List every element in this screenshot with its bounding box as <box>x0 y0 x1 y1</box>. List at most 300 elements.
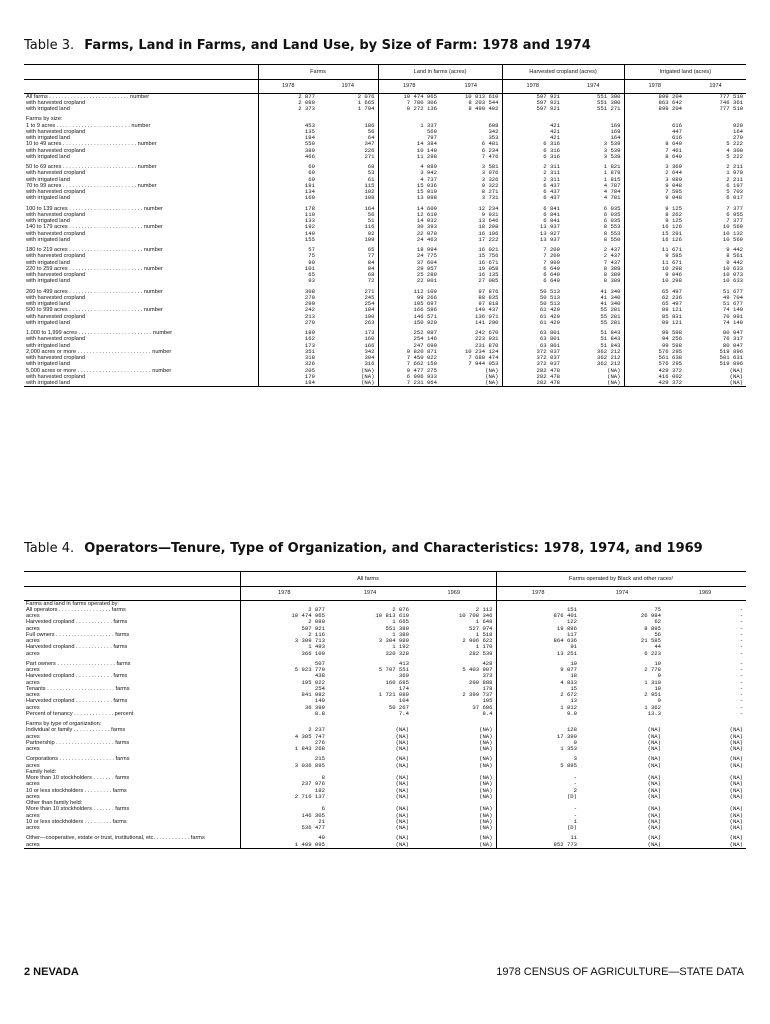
table-cell: 372 037 <box>502 349 563 355</box>
table-cell: 270 <box>258 295 318 301</box>
table-cell: (NA) <box>729 787 744 794</box>
table-cell: 44 <box>654 644 662 651</box>
row-label: acres <box>26 746 40 752</box>
table-cell: - <box>739 704 744 711</box>
row-label: with irrigated land <box>26 153 70 160</box>
table-cell: - <box>739 606 744 613</box>
table-cell: (NA) <box>647 787 662 794</box>
table-cell: 8 895 <box>644 625 662 632</box>
row-label: acres <box>26 781 40 788</box>
table-cell: 7 476 <box>481 153 499 160</box>
table-cell: - <box>739 698 744 705</box>
table-cell: 920 <box>732 122 744 129</box>
table-cell: 105 697 <box>378 301 440 307</box>
row-label: 1,000 to 1,999 acres . . . . . . . . . . . . . . . . . . . . . . . . number <box>26 330 173 336</box>
table-cell: 507 <box>240 661 328 667</box>
table-cell: 11 671 <box>624 260 685 266</box>
table-cell: 1 389 <box>392 631 409 638</box>
table-cell: 49 <box>240 835 328 841</box>
table-cell: 184 <box>364 307 375 314</box>
row-label: acres <box>26 613 40 619</box>
row-label: with irrigated land <box>26 236 70 243</box>
table-cell: 5 403 907 <box>462 667 493 673</box>
table-cell: 15 <box>496 686 580 692</box>
row-label: acres <box>26 733 40 740</box>
table-cell: 182 <box>240 788 328 794</box>
table-cell: 231 870 <box>475 342 499 349</box>
table-cell: (NA) <box>647 781 662 788</box>
table-cell: 160 685 <box>385 679 409 686</box>
row-label: Tenants . . . . . . . . . . . . . . . . . . . . . . farms <box>26 685 130 692</box>
row-label: Farms by type of organization: <box>26 721 102 727</box>
row-label: with harvested cropland <box>26 211 86 218</box>
table-cell: 109 <box>364 236 375 243</box>
table-cell: 1 648 <box>475 619 493 626</box>
table-cell: 10 708 346 <box>458 613 493 619</box>
row-label: Full owners . . . . . . . . . . . . . . . . . . . farms <box>26 631 130 638</box>
table-cell: (NA) <box>729 781 744 788</box>
table-cell: (NA) <box>647 818 662 825</box>
table-cell: (NA) <box>395 733 409 740</box>
table-cell: 428 <box>482 660 493 667</box>
table-cell: 608 <box>488 122 499 129</box>
row-label: Harvested cropland . . . . . . . . . . . . farms <box>26 698 128 705</box>
table-cell: 6 <box>240 806 328 812</box>
row-label: All operators . . . . . . . . . . . . . . . . . farms <box>26 606 126 613</box>
table3-group-header: Farms <box>258 65 378 80</box>
table-cell: (NA) <box>729 746 744 752</box>
row-label: with harvested cropland <box>26 99 86 106</box>
table4-stub-subheader <box>24 587 240 600</box>
table-cell: 6 316 <box>502 148 563 154</box>
row-label: 10 or less stockholders . . . . . . . . . farms <box>26 787 127 794</box>
row-label: 220 to 259 acres . . . . . . . . . . . . . . . . . . . . . . . . number <box>26 265 163 272</box>
table-cell: 2 644 <box>624 170 685 176</box>
row-label: 10 to 49 acres . . . . . . . . . . . . . . . . . . . . . . . . number <box>26 141 157 148</box>
table-cell: 9 077 <box>496 667 580 673</box>
table-cell: 11 671 <box>624 247 685 253</box>
row-label: with irrigated land <box>26 135 70 141</box>
table-cell: 282 539 <box>469 650 493 657</box>
table-cell: 6 316 <box>502 154 563 160</box>
table-cell: (NA) <box>479 746 493 752</box>
table-cell: 99 598 <box>624 343 685 349</box>
table-cell <box>664 600 746 607</box>
table-cell: 6 841 <box>502 218 563 224</box>
table-cell: 8 550 <box>603 236 621 243</box>
table-cell: 8 262 <box>624 212 685 218</box>
table-cell: 2 311 <box>502 177 563 183</box>
table-cell: 6 955 <box>726 211 744 218</box>
table-cell: 12 619 <box>378 212 440 218</box>
table-cell: 84 <box>367 259 375 266</box>
table-cell: 2 311 <box>502 170 563 176</box>
table3-stub-subheader <box>24 80 258 93</box>
table-cell: 64 <box>367 135 375 141</box>
table-cell: 21 585 <box>640 638 662 644</box>
table-cell: 51 843 <box>600 336 621 343</box>
table-cell: 6 234 <box>481 147 499 154</box>
table-cell: 4 781 <box>603 195 621 202</box>
table-cell: (NA) <box>647 756 662 763</box>
table-cell: (NA) <box>647 793 662 800</box>
table-cell: (NA) <box>729 825 744 831</box>
table-cell: 68 <box>367 164 375 170</box>
row-label: acres <box>26 638 40 644</box>
table-cell: 254 <box>240 686 328 692</box>
table-cell: 8 553 <box>603 230 621 237</box>
table-cell: 2 951 <box>644 692 662 698</box>
row-label: acres <box>26 692 40 698</box>
table-cell: 2 437 <box>603 253 621 260</box>
table-row <box>24 600 746 607</box>
table-cell: 134 <box>258 189 318 195</box>
table3-year-header: 1974 <box>685 80 746 93</box>
table-cell: (NA) <box>647 775 662 781</box>
table-cell: 7 662 150 <box>378 361 440 367</box>
table3-year-header: 1978 <box>502 80 563 93</box>
table-cell: 26 984 <box>640 613 662 619</box>
table-cell: 9 477 275 <box>378 368 440 374</box>
table-cell: 41 340 <box>600 288 621 295</box>
table-cell: 421 <box>502 135 563 141</box>
table3-stub-header <box>24 65 258 80</box>
table-cell: 16 106 <box>478 230 499 237</box>
table-cell: (NA) <box>647 727 662 734</box>
table-cell: 18 994 <box>378 247 440 253</box>
table-cell: 1 812 <box>496 705 580 711</box>
table-cell: 205 <box>258 368 318 374</box>
table-cell: 282 478 <box>502 368 563 374</box>
table-cell: 72 <box>367 278 375 285</box>
table-cell: 50 513 <box>502 295 563 301</box>
table-cell: (NA) <box>729 373 744 380</box>
table-cell: 373 <box>482 673 493 680</box>
table-cell: 3 539 <box>603 141 621 148</box>
table-cell: 8 203 544 <box>468 99 499 106</box>
table-cell: 4 089 <box>378 164 440 170</box>
table-cell: (NA) <box>328 842 412 849</box>
table-cell: 10 073 <box>722 272 744 278</box>
table-cell: (NA) <box>479 733 493 740</box>
table-cell: 74 140 <box>722 307 744 314</box>
table-cell: 8 271 <box>481 189 499 195</box>
table-cell: 51 843 <box>600 342 621 349</box>
table-cell: 7 231 064 <box>378 380 440 387</box>
row-label: 500 to 999 acres . . . . . . . . . . . . . . . . . . . . . . . . number <box>26 307 163 314</box>
table-cell: 135 <box>258 129 318 135</box>
table-cell: 13 251 <box>496 651 580 657</box>
table-cell: 19 <box>496 661 580 667</box>
table-cell: 50 513 <box>502 289 563 295</box>
table-cell: 308 <box>258 289 318 295</box>
table-cell: 5 222 <box>726 141 744 148</box>
table-cell: 92 <box>367 230 375 237</box>
table-cell: (NA) <box>647 733 662 740</box>
table-cell: 2 311 <box>502 164 563 170</box>
table-cell: 7 437 <box>603 259 621 266</box>
table-cell: 56 <box>654 631 662 638</box>
table-cell: 63 801 <box>502 336 563 342</box>
row-label: Harvested cropland . . . . . . . . . . . . farms <box>26 644 128 651</box>
table-cell: 8 389 <box>603 265 621 272</box>
table-cell: 16 671 <box>478 259 499 266</box>
footer-publication: 1978 CENSUS OF AGRICULTURE—STATE DATA <box>496 966 744 978</box>
table-cell: 101 <box>258 266 318 272</box>
table-cell: 65 497 <box>624 301 685 307</box>
table-cell: 318 <box>258 355 318 361</box>
table-cell: 576 295 <box>624 361 685 367</box>
table-cell: 9 585 <box>624 253 685 259</box>
table-cell: 74 140 <box>722 319 744 326</box>
table-cell: 53 <box>367 170 375 177</box>
table-cell: - <box>739 631 744 638</box>
table-cell: 80 047 <box>722 330 744 336</box>
table-cell: 29 957 <box>378 266 440 272</box>
table-cell: 169 <box>610 122 621 129</box>
table-row <box>24 842 746 849</box>
table-cell: 276 <box>240 740 328 746</box>
table-cell: 421 <box>502 123 563 129</box>
table3-year-header: 1978 <box>258 80 318 93</box>
table4-year-header: 1978 <box>240 587 328 600</box>
table-cell: (NA) <box>647 835 662 842</box>
table-cell: 247 699 <box>378 343 440 349</box>
row-label: with harvested cropland <box>26 253 86 260</box>
table-cell: 84 <box>367 265 375 272</box>
table-cell: 9 442 <box>726 259 744 266</box>
table-cell: - <box>739 710 744 717</box>
table-cell: 9 442 <box>726 247 744 253</box>
table3-group-header: Irrigated land (acres) <box>624 65 746 80</box>
table-cell: 1 665 <box>357 99 375 106</box>
table-cell: 166 586 <box>378 307 440 313</box>
table-cell: 551 380 <box>385 625 409 632</box>
table-cell: 1 665 <box>392 619 409 626</box>
table-cell: 362 212 <box>597 361 621 368</box>
table-cell: 8 640 <box>624 141 685 147</box>
table-cell: - <box>496 806 580 812</box>
table-row <box>24 93 746 100</box>
table-cell: 6 649 <box>502 266 563 272</box>
table-cell: (NA) <box>729 756 744 763</box>
table-cell: 304 <box>364 355 375 361</box>
table-cell: 162 <box>258 336 318 342</box>
row-label: with irrigated land <box>26 106 70 112</box>
table-cell: 186 <box>364 122 375 129</box>
table-cell: 15 291 <box>624 231 685 237</box>
table-cell: 21 <box>240 819 328 825</box>
table-cell: 597 921 <box>502 100 563 106</box>
row-label: acres <box>24 842 240 849</box>
table3 <box>24 64 746 387</box>
table4-year-header: 1974 <box>580 587 664 600</box>
table-cell: (NA) <box>395 806 409 813</box>
table-cell: (NA) <box>395 775 409 781</box>
table-cell: 16 126 <box>624 224 685 230</box>
table-cell: 56 <box>367 211 375 218</box>
table-cell: (NA) <box>485 373 499 380</box>
row-label: with irrigated land <box>26 319 70 326</box>
table-cell: 76 317 <box>722 336 744 343</box>
table-cell: 347 <box>364 141 375 148</box>
table-cell: 8 490 402 <box>468 106 499 112</box>
table-cell: 8 389 <box>603 278 621 285</box>
table-cell: 99 266 <box>378 295 440 301</box>
table-cell: (NA) <box>729 739 744 746</box>
table4-title <box>24 541 703 556</box>
table-cell: 7 377 <box>726 218 744 224</box>
table-cell: 17 222 <box>478 236 499 243</box>
table-cell: (NA) <box>647 806 662 813</box>
table-cell: (NA) <box>479 781 493 788</box>
table-cell: 19 896 <box>496 626 580 632</box>
table-cell: 19 058 <box>478 265 499 272</box>
table-cell: 99 598 <box>624 330 685 336</box>
row-label: 5,000 acres or more . . . . . . . . . . . . . . . . . . . . . . . . number <box>26 367 172 374</box>
table-cell: 18 298 <box>478 224 499 231</box>
table-cell: 169 <box>610 128 621 135</box>
table-cell: 105 <box>482 698 493 705</box>
table-cell: 6 316 <box>502 141 563 147</box>
table-cell: 215 <box>240 756 328 762</box>
table-cell: 17 399 <box>496 734 580 740</box>
table-cell: 62 <box>654 619 662 626</box>
table-cell: 2 076 <box>357 93 375 100</box>
row-label: 140 to 179 acres . . . . . . . . . . . . . . . . . . . . . . . . number <box>26 224 163 231</box>
table-cell: 180 <box>258 330 318 336</box>
table-cell: 4 385 747 <box>240 734 328 740</box>
table-cell: 15 019 <box>378 189 440 195</box>
table-cell: (NA) <box>479 787 493 794</box>
row-label: acres <box>26 762 40 769</box>
table-cell: 1 815 <box>603 176 621 183</box>
table-cell: 25 289 <box>378 272 440 278</box>
table-cell: 7 461 <box>624 148 685 154</box>
table-cell: 863 642 <box>624 100 685 106</box>
footer-page-state: 2 NEVADA <box>24 966 79 978</box>
row-label: with irrigated land <box>26 259 70 266</box>
row-label: with harvested cropland <box>26 355 86 361</box>
table-cell: 160 <box>258 195 318 201</box>
row-label: 100 to 139 acres . . . . . . . . . . . . . . . . . . . . . . . . number <box>26 205 163 212</box>
table-cell: 200 888 <box>469 679 493 686</box>
row-label: 1 to 9 acres . . . . . . . . . . . . . . . . . . . . . . . . number <box>26 122 151 129</box>
table-cell: 69 <box>258 164 318 170</box>
table-cell: 777 510 <box>719 106 744 112</box>
table-cell: 22 001 <box>378 278 440 284</box>
table-cell: 16 126 <box>624 237 685 243</box>
table-cell: 6 197 <box>726 182 744 189</box>
table-cell: 10 132 <box>722 230 744 237</box>
table-cell: 104 <box>398 698 409 705</box>
table-cell: 10 474 965 <box>378 93 440 100</box>
table-cell: 242 670 <box>475 330 499 336</box>
table-cell: 10 633 <box>722 278 744 285</box>
table-cell: 6 437 <box>502 183 563 189</box>
table-cell: (NA) <box>318 380 378 387</box>
table-cell: 3 326 <box>481 176 499 183</box>
table-cell: 2 211 <box>726 164 744 170</box>
table-cell: 16 021 <box>478 247 499 253</box>
table-cell: 13 <box>496 698 580 704</box>
table-cell: 117 <box>496 632 580 638</box>
table-cell: 65 497 <box>624 289 685 295</box>
table-cell: 94 256 <box>624 336 685 342</box>
table-cell: 326 <box>258 361 318 367</box>
table-cell: 290 <box>258 301 318 307</box>
table-cell: 7 209 <box>502 247 563 253</box>
table-cell: 2 080 <box>240 619 328 625</box>
table-cell: 63 801 <box>502 343 563 349</box>
table-cell: 160 <box>364 336 375 343</box>
table-cell: 1 353 <box>496 746 580 752</box>
table-cell: 8 640 <box>624 154 685 160</box>
table-cell: 7 944 053 <box>468 361 499 368</box>
table-cell: 2 080 <box>258 100 318 106</box>
table-cell: (NA) <box>729 775 744 781</box>
table4-body <box>24 600 746 848</box>
table-cell: (D) <box>496 794 580 800</box>
table-cell: 9.9 <box>496 711 580 717</box>
table-cell: 55 281 <box>600 307 621 314</box>
table-cell: 3 369 <box>624 164 685 170</box>
table-cell: 316 <box>364 361 375 368</box>
table-cell: 6 437 <box>502 195 563 201</box>
table-cell: 8 <box>240 775 328 781</box>
table-cell: 1 493 <box>240 644 328 650</box>
row-label: with irrigated land <box>26 195 70 202</box>
table-cell: 1 721 089 <box>378 692 409 698</box>
table-cell: 91 <box>496 644 580 650</box>
table-cell: 1 <box>496 819 580 825</box>
row-label: More than 10 stockholders . . . . . . . farms <box>26 806 130 813</box>
table-cell: 2 116 <box>240 632 328 638</box>
table-cell: 2 373 <box>258 106 318 112</box>
table-cell: 7 377 <box>726 205 744 212</box>
table-cell: 9 <box>496 740 580 746</box>
table-cell: 10 569 <box>722 224 744 231</box>
table-cell: - <box>739 638 744 644</box>
table-cell: 13 098 <box>378 195 440 201</box>
table-cell: (NA) <box>729 793 744 800</box>
table-cell: 597 921 <box>502 106 563 112</box>
row-label: with irrigated land <box>26 176 70 183</box>
table-cell: 179 <box>258 374 318 380</box>
table-cell: 6 017 <box>726 195 744 202</box>
table-cell: 597 921 <box>240 626 328 632</box>
table-cell: 3 089 <box>624 177 685 183</box>
table-cell: (NA) <box>664 842 746 849</box>
row-label: acres <box>26 812 40 819</box>
table-cell: 5 222 <box>726 153 744 160</box>
table-cell: 899 204 <box>624 106 685 112</box>
table-cell: 413 <box>398 660 409 667</box>
table-cell: 10 813 610 <box>464 93 499 100</box>
table-cell: 9 048 <box>624 195 685 201</box>
table-cell: (NA) <box>729 727 744 734</box>
table-cell: 4 300 <box>726 147 744 154</box>
table-cell: 184 <box>258 135 318 141</box>
row-label: Farms by size: <box>26 116 63 123</box>
table-cell: 597 921 <box>502 93 563 100</box>
table-cell: (NA) <box>395 825 409 831</box>
table-cell: 279 <box>732 135 744 141</box>
table-cell: (NA) <box>395 746 409 752</box>
table3-year-header: 1978 <box>378 80 440 93</box>
table-cell: 453 <box>258 123 318 129</box>
row-label: acres <box>26 825 40 831</box>
